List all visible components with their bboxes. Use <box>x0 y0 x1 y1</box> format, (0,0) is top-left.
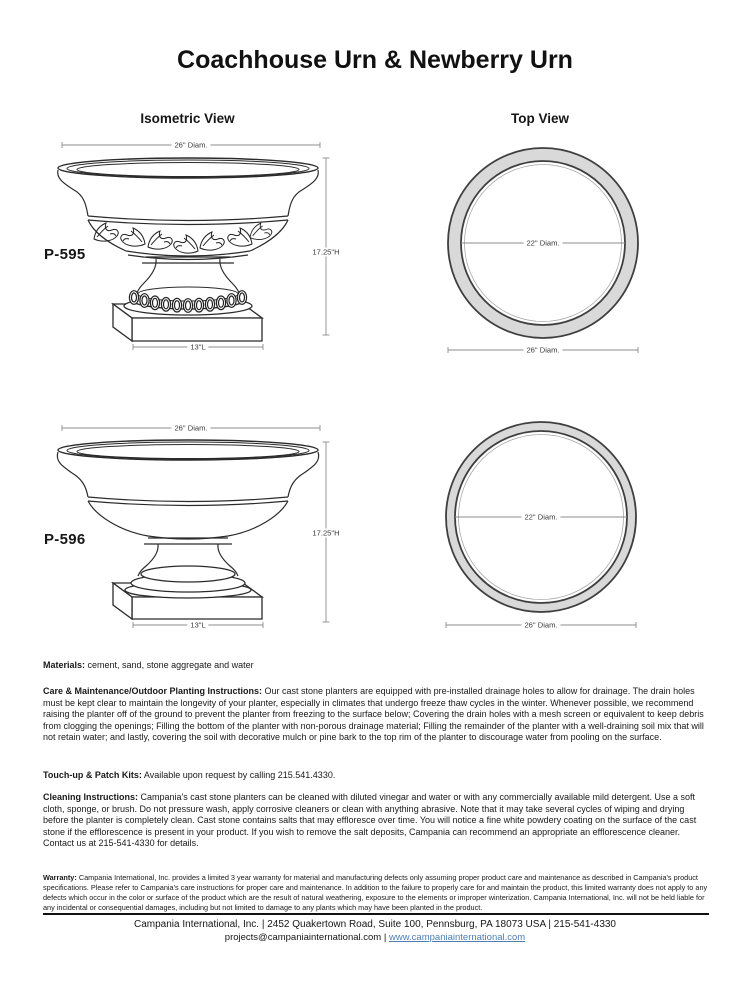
p596-top-inner-dim: 22" Diam. <box>521 513 560 522</box>
materials-label: Materials: <box>43 660 86 670</box>
page-title: Coachhouse Urn & Newberry Urn <box>177 46 573 74</box>
touchup-label: Touch-up & Patch Kits: <box>43 770 142 780</box>
p596-length-dim: 13"L <box>187 621 208 630</box>
footer-divider <box>43 913 709 915</box>
care-label: Care & Maintenance/Outdoor Planting Instructions: <box>43 686 263 696</box>
column-header-top-view: Top View <box>510 111 569 126</box>
p595-top-outer-dim: 26" Diam. <box>523 346 562 355</box>
footer-email: projects@campaniainternational.com <box>224 932 382 943</box>
warranty-text: Campania International, Inc. provides a limited 3 year warranty for material and manufacturing defects only assuming proper product care and maintenance as described in Campania's product specifications. Please refer to Campania's care instructions for proper care and maintenance. In addition to the failure to properly care for and maintain the product, this limited warranty does not apply to any defects which occur in the color or surface of the product which are the result of natural weathering, exposure to the elements or improper winterization. Campania International, Inc. will not be held liable for any incidental or consequential damages, including but not limited to damage to any plants which may have been planted in the product. <box>43 873 708 912</box>
materials-section <box>43 660 709 672</box>
touchup-section <box>43 770 709 782</box>
p595-diameter-dim: 26" Diam. <box>171 141 210 150</box>
p596-top-view-drawing <box>435 415 651 645</box>
care-instructions-section <box>43 686 709 744</box>
footer-address-line: Campania International, Inc. | 2452 Quakertown Road, Suite 100, Pennsburg, PA 18073 USA | 215-541-4330 <box>134 919 616 930</box>
cleaning-instructions-section <box>43 792 709 850</box>
product-id-p595: P-595 <box>44 246 86 263</box>
p596-height-dim: 17.25"H <box>309 529 342 538</box>
p595-top-view-drawing <box>435 135 651 365</box>
footer-contact-line <box>0 932 750 943</box>
footer-separator: | <box>381 932 389 943</box>
p596-top-outer-dim: 26" Diam. <box>521 621 560 630</box>
cleaning-label: Cleaning Instructions: <box>43 792 139 802</box>
p596-isometric-drawing <box>30 415 340 640</box>
p595-length-dim: 13"L <box>187 343 208 352</box>
warranty-section <box>43 873 709 912</box>
column-header-isometric-view: Isometric View <box>140 111 235 126</box>
warranty-label: Warranty: <box>43 873 77 883</box>
p595-height-dim: 17.25"H <box>309 248 342 257</box>
p596-diameter-dim: 26" Diam. <box>171 424 210 433</box>
materials-text: cement, sand, stone aggregate and water <box>85 660 254 670</box>
footer-website-link[interactable]: www.campaniainternational.com <box>388 932 526 943</box>
cleaning-text: Campania's cast stone planters can be cleaned with diluted vinegar and water or with any commercially available mild detergent. Use a soft cloth, sponge, or brush. Do not pressure wash, apply corrosive cleaners or clean with anything abrasive. Note that it may take several cycles of wiping and drying before the planter is completely clean. Cast stone contains salts that may effloresce over time. You will notice a fine white powdery coating on the surface of the cast stone if the efflorescence is present in your product. If you wish to remove the salt deposits, Campania can recommend an appropriate an efflorescence cleaner. Contact us at 215-541-4330 for details. <box>43 792 697 848</box>
touchup-text: Available upon request by calling 215.541.4330. <box>141 770 336 780</box>
product-id-p596: P-596 <box>44 531 86 548</box>
p595-top-inner-dim: 22" Diam. <box>523 239 562 248</box>
care-text: Our cast stone planters are equipped with pre-installed drainage holes to allow for drainage. The drain holes must be kept clear to maintain the longevity of your planter, especially in climates that undergo freeze thaw cycles in the winter. Whenever possible, we recommend raising the planter off of the ground to prevent the planter from freezing to the surface below; Covering the drain holes with a mesh screen or equivalent to keep debris from clogging the openings; Filling the bottom of the planter with non-porous drainage material; Filling the remainder of the planter with a well-draining soil mix that will not retain water; and lastly, covering the soil with decorative mulch or pine bark to the top rim of the planter to discourage water from pooling on the surface. <box>43 686 704 742</box>
